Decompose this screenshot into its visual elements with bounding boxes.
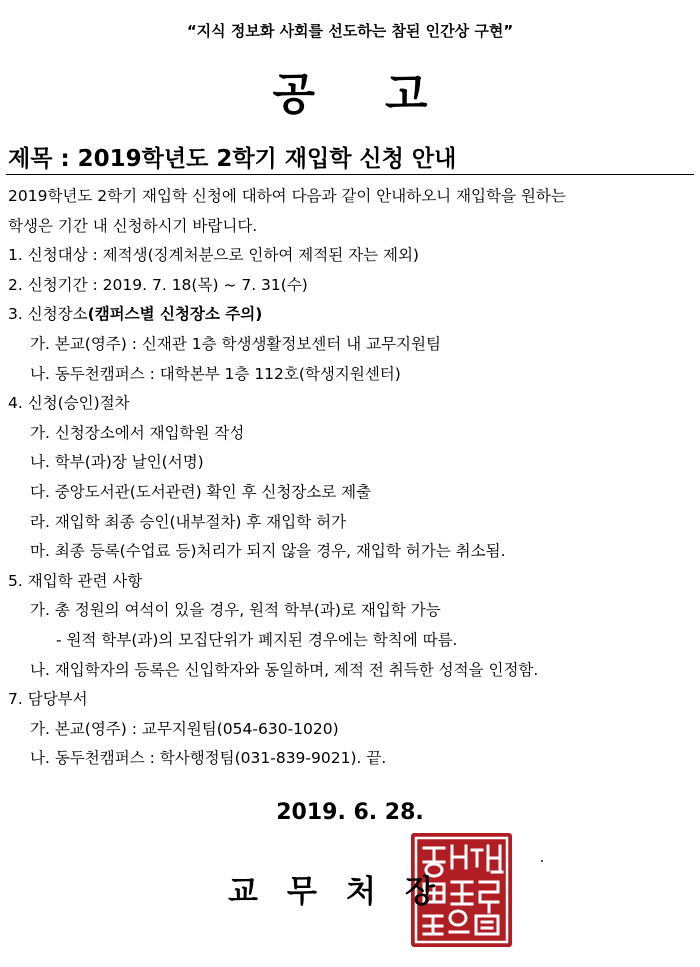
- procedure-step-a: 가. 신청장소에서 재입학원 작성: [30, 423, 245, 442]
- procedure-step-b: 나. 학부(과)장 날인(서명): [30, 453, 204, 472]
- notice-body: [8, 182, 694, 774]
- item-period: 2. 신청기간 : 2019. 7. 18(목) ~ 7. 31(수): [8, 275, 308, 294]
- item-place: [8, 300, 694, 330]
- notice-heading: [0, 58, 700, 122]
- heading-char-2: 고: [385, 69, 428, 120]
- item-place-label: 3. 신청장소: [8, 305, 88, 324]
- related-a: 가. 총 정원의 여석이 있을 경우, 원적 학부(과)로 재입학 가능: [30, 601, 441, 620]
- heading-char-1: 공: [272, 69, 315, 120]
- issuer-title: [228, 866, 464, 911]
- contact-dongducheon-campus: 나. 동두천캠퍼스 : 학사행정팀(031-839-9021). 끝.: [30, 749, 387, 768]
- procedure-step-d: 라. 재입학 최종 승인(내부절차) 후 재입학 허가: [30, 512, 347, 531]
- item-related: 5. 재입학 관련 사항: [8, 571, 143, 590]
- item-place-note: (캠퍼스별 신청장소 주의): [87, 305, 263, 324]
- procedure-step-c: 다. 중앙도서관(도서관련) 확인 후 신청장소로 제출: [30, 482, 372, 501]
- motto: “지식 정보화 사회를 선도하는 참된 인간상 구현”: [186, 22, 514, 40]
- intro-line-1: 2019학년도 2학기 재입학 신청에 대하여 다음과 같이 안내하오니 재입학을 원하는: [8, 187, 566, 205]
- item-contact: 7. 담당부서: [8, 690, 88, 709]
- related-a-note: - 원적 학부(과)의 모집단위가 폐지된 경우에는 학칙에 따름.: [56, 630, 458, 649]
- speck: [541, 860, 543, 862]
- notice-date: 2019. 6. 28.: [276, 800, 424, 825]
- issuer-char-4: 장: [405, 874, 435, 910]
- intro-line-2: 학생은 기간 내 신청하시기 바랍니다.: [8, 216, 258, 235]
- subject-title: 제목 : 2019학년도 2학기 재입학 신청 안내: [8, 146, 457, 172]
- issuer-char-1: 교: [228, 874, 258, 910]
- procedure-step-e: 마. 최종 등록(수업료 등)처리가 되지 않을 경우, 재입학 허가는 취소됨.: [30, 542, 506, 561]
- issuer-char-3: 처: [346, 874, 376, 910]
- place-dongducheon-campus: 나. 동두천캠퍼스 : 대학본부 1층 112호(학생지원센터): [30, 364, 401, 383]
- item-procedure: 4. 신청(승인)절차: [8, 394, 130, 413]
- contact-main-campus: 가. 본교(영주) : 교무지원팀(054-630-1020): [30, 719, 339, 738]
- item-target: 1. 신청대상 : 제적생(징계처분으로 인하여 제적된 자는 제외): [8, 246, 419, 265]
- place-main-campus: 가. 본교(영주) : 신재관 1층 학생생활정보센터 내 교무지원팀: [30, 334, 441, 353]
- subject-underline: [6, 174, 694, 175]
- issuer-char-2: 무: [287, 874, 317, 910]
- related-b: 나. 재입학자의 등록은 신입학자와 동일하며, 제적 전 취득한 성적을 인정함.: [30, 660, 539, 679]
